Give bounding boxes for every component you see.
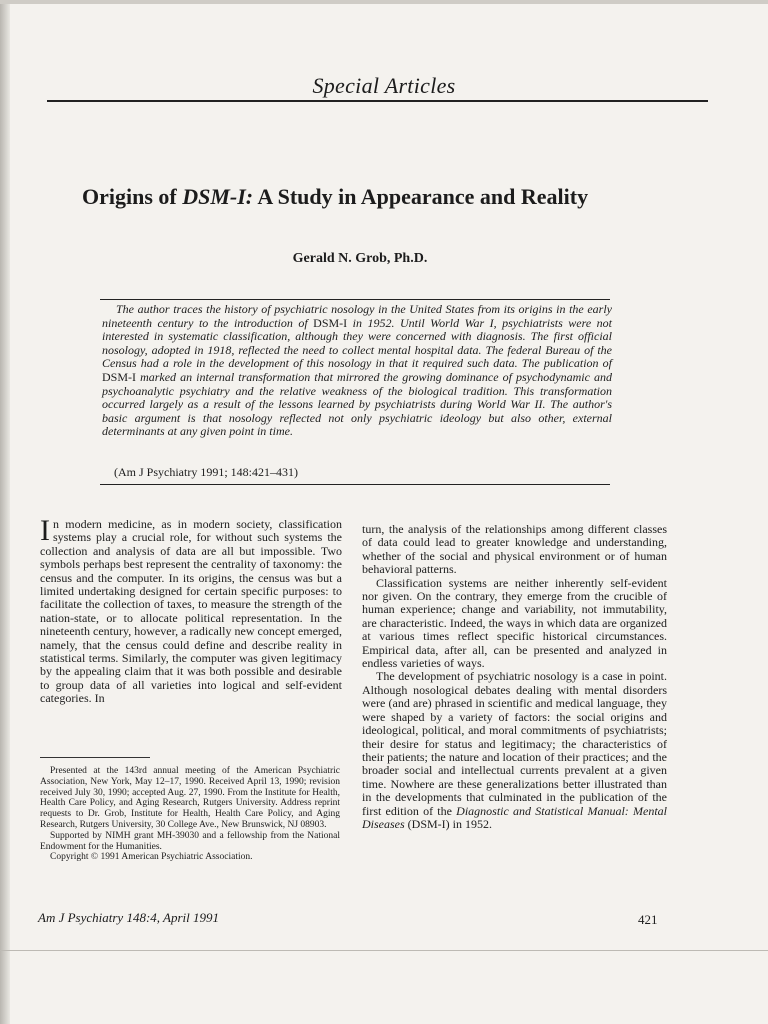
author-byline: Gerald N. Grob, Ph.D. [292, 251, 428, 266]
page-number: 421 [638, 912, 658, 927]
body-paragraph: The development of psychiatric nosology is a case in point. Although nosological debates dealing with mental disorders were (and are) phrased in scientific and medical language, they were shaped by a variety of factors: the social origins and ideological, political, and moral commitments of psychiatrists; their desire for status and legitimacy; the characteristics of their patients; the nature and location of their practices; and the broader social and intellectual currents prevalent at a given time. Nowhere are these generalizations better illustrated than in the developments that culminated in the publication of the first edition of the Diagnostic and Statistical Manual: Mental Diseases (DSM-I) in 1952. [362, 669, 667, 831]
body-paragraph: In modern medicine, as in modern society, classification systems play a crucial role, for without such systems the collection and analysis of data are all but impossible. Two symbols perhaps best represent the centrality of taxonomy: the census and the computer. In its origins, the census was but a limited undertaking designed for certain specific purposes: to facilitate the collection of taxes, to measure the strength of the nation-state, or to allocate political representation. In the nineteenth century, however, a radically new concept emerged, namely, that the census could define and describe reality in statistical terms. Similarly, the computer was given legitimacy by the appealing claim that it was both possible and desirable to group data of all varieties into logical and self-evident categories. In [40, 514, 342, 706]
body-column-left [40, 514, 342, 706]
abstract-rule-bottom [100, 484, 610, 485]
footnote [40, 766, 340, 863]
title-italic: DSM-I: [182, 184, 254, 209]
page-edge-shadow [0, 0, 10, 1024]
page-bottom-edge [0, 950, 768, 951]
abstract-citation: (Am J Psychiatry 1991; 148:421–431) [114, 465, 298, 479]
body-column-right [362, 523, 667, 831]
abstract-rule-top [100, 299, 610, 300]
body-paragraph: turn, the analysis of the relationships among different classes of data could lead to greater knowledge and understanding, whether of the social and physical environment or of human behavioral patterns. [362, 522, 667, 577]
page-top-edge [0, 0, 768, 4]
journal-footer: Am J Psychiatry 148:4, April 1991 [38, 910, 220, 925]
drop-cap: I [40, 514, 50, 547]
footnote-rule [40, 757, 150, 758]
section-header: Special Articles [312, 73, 456, 98]
footnote-paragraph: Copyright © 1991 American Psychiatric Association. [50, 852, 253, 863]
title-suffix: A Study in Appearance and Reality [253, 184, 589, 209]
header-rule [47, 100, 708, 102]
abstract: The author traces the history of psychiatric nosology in the United States from its origins in the early nineteenth century to the introduction of DSM-I in 1952. Until World War I, psychiatrists were not interested in systematic classification, although they were concerned with diagnosis. The first official nosology, adopted in 1918, reflected the need to collect mental hospital data. The federal Bureau of the Census had a role in the development of this nosology in that it required such data. The publication of DSM-I marked an internal transformation that mirrored the growing dominance of psychodynamic and psychoanalytic psychiatry and the relative weakness of the biological tradition. This transformation occurred largely as a result of the lessons learned by psychiatrists during World War II. The author's basic argument is that nosology reflected not only psychiatric ideology but also other, external determinants at any given point in time. [102, 302, 613, 439]
footnote-paragraph: Supported by NIMH grant MH-39030 and a fellowship from the National Endowment for the Humanities. [40, 830, 340, 852]
title-prefix: Origins of [82, 184, 183, 209]
footnote-paragraph: Presented at the 143rd annual meeting of the American Psychiatric Association, New York, May 12–17, 1990. Received April 13, 1990; revision received July 30, 1990; accepted Aug. 27, 1990. From the Institute for Health, Health Care Policy, and Aging Research, Rutgers University. Address reprint requests to Dr. Grob, Institute for Health, Health Care Policy, and Aging Research, Rutgers University, 30 College Ave., New Brunswick, NJ 08903. [40, 766, 340, 830]
article-title [82, 184, 682, 210]
body-paragraph: Classification systems are neither inherently self-evident nor given. On the contrary, they emerge from the crucible of human experience; change and variability, not immutability, are characteristic. Indeed, the ways in which data are organized at various times reflect specific historical circumstances. Empirical data, after all, can be presented and analyzed in endless varieties of ways. [362, 575, 667, 671]
